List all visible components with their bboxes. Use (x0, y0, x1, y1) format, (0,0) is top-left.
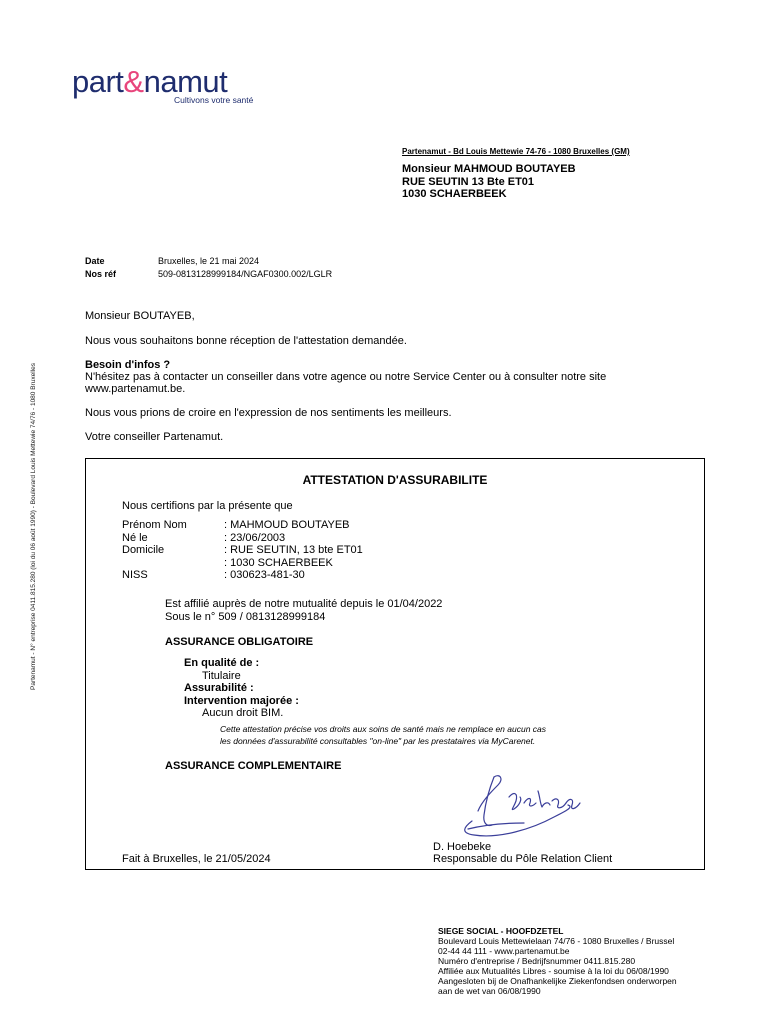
footer-affiliation-nl-1: Aangesloten bij de Onafhankelijke Ziekenfondsen onderworpen (438, 976, 677, 986)
field-label: Né le (122, 531, 148, 544)
field-label: NISS (122, 569, 148, 581)
field-value: : RUE SEUTIN, 13 bte ET01 (224, 544, 363, 556)
date-value: Bruxelles, le 21 mai 2024 (158, 256, 260, 266)
letter-paragraph-reception: Nous vous souhaitons bonne réception de l'attestation demandée. (85, 335, 407, 347)
field-value: : 23/06/2003 (224, 531, 286, 544)
recipient-city: 1030 SCHAERBEEK (402, 188, 507, 200)
footer-company-number: Numéro d'entreprise / Bedrijfsnummer 0411.815.280 (438, 956, 636, 966)
handwritten-signature (454, 767, 584, 842)
increased-intervention-value: Aucun droit BIM. (202, 707, 284, 719)
complementary-insurance-heading: ASSURANCE COMPLEMENTAIRE (165, 760, 342, 772)
info-line-2: www.partenamut.be. (85, 383, 186, 395)
affiliation-number: Sous le n° 509 / 0813128999184 (165, 610, 326, 623)
increased-intervention-label: Intervention majorée : (184, 694, 299, 707)
field-value: : 1030 SCHAERBEEK (224, 556, 333, 569)
field-row (122, 557, 363, 570)
recipient-address (402, 163, 576, 201)
sender-address-line: Partenamut - Bd Louis Mettewie 74-76 - 1080 Bruxelles (GM) (402, 147, 630, 156)
attestation-title: ATTESTATION D'ASSURABILITE (302, 473, 488, 487)
attestation-intro: Nous certifions par la présente que (122, 500, 293, 512)
registered-office-footer (438, 926, 677, 996)
affiliation-block (165, 598, 442, 623)
place-and-date: Fait à Bruxelles, le 21/05/2024 (122, 853, 271, 865)
attestation-box (85, 458, 705, 870)
mandatory-insurance-details (184, 657, 299, 720)
field-value: : MAHMOUD BOUTAYEB (224, 519, 350, 531)
footer-affiliation-nl-2: aan de wet van 06/08/1990 (438, 986, 541, 996)
signer-title: Responsable du Pôle Relation Client (433, 853, 613, 865)
footer-address: Boulevard Louis Mettewielaan 74/76 - 1080 Bruxelles / Brussel (438, 936, 675, 946)
logo-wordmark: part&namut (72, 64, 228, 99)
affiliation-since: Est affilié auprès de notre mutualité depuis le 01/04/2022 (165, 598, 443, 610)
partenamut-logo (72, 64, 262, 112)
field-value: : 030623-481-30 (224, 569, 305, 581)
recipient-name: Monsieur MAHMOUD BOUTAYEB (402, 163, 576, 175)
assurability-label: Assurabilité : (184, 682, 254, 694)
field-label: Prénom Nom (122, 519, 187, 531)
footer-heading: SIEGE SOCIAL - HOOFDZETEL (438, 926, 564, 936)
identity-fields (122, 519, 363, 582)
date-label: Date (85, 256, 105, 266)
vertical-company-info: Partenamut - N° entreprise 0411.815.280 (loi du 06 août 1990) - Boulevard Louis Mettewie 74/76 - 1080 Bruxelles (30, 363, 37, 690)
info-line-1: N'hésitez pas à contacter un conseiller dans votre agence ou notre Service Center ou à consulter notre site (85, 371, 607, 383)
field-label: Domicile (122, 544, 165, 556)
logo-tagline: Cultivons votre santé (174, 95, 254, 105)
note-line-2: les données d'assurabilité consultables "on-line" par les prestataires via MyCarenet. (220, 736, 536, 746)
field-row (122, 532, 363, 545)
reference-label: Nos réf (85, 269, 117, 279)
quality-label: En qualité de : (184, 657, 260, 669)
signoff: Votre conseiller Partenamut. (85, 431, 224, 443)
letter-references (85, 255, 332, 281)
signer-name: D. Hoebeke (433, 841, 492, 853)
recipient-street: RUE SEUTIN 13 Bte ET01 (402, 175, 535, 188)
footer-contact: 02-44 44 111 - www.partenamut.be (438, 946, 570, 956)
field-label (122, 557, 224, 570)
info-heading: Besoin d'infos ? (85, 359, 171, 371)
field-row (122, 569, 363, 582)
note-line-1: Cette attestation précise vos droits aux soins de santé mais ne remplace en aucun cas (220, 724, 547, 734)
quality-value: Titulaire (202, 669, 241, 682)
closing-sentence: Nous vous prions de croire en l'expression de nos sentiments les meilleurs. (85, 407, 452, 419)
attestation-note (220, 723, 546, 747)
reference-value: 509-0813128999184/NGAF0300.002/LGLR (158, 269, 333, 279)
field-row (122, 544, 363, 557)
mandatory-insurance-heading: ASSURANCE OBLIGATOIRE (165, 636, 314, 648)
field-row (122, 519, 363, 532)
footer-affiliation-fr: Affiliée aux Mutualités Libres - soumise à la loi du 06/08/1990 (438, 966, 669, 976)
salutation: Monsieur BOUTAYEB, (85, 310, 195, 322)
